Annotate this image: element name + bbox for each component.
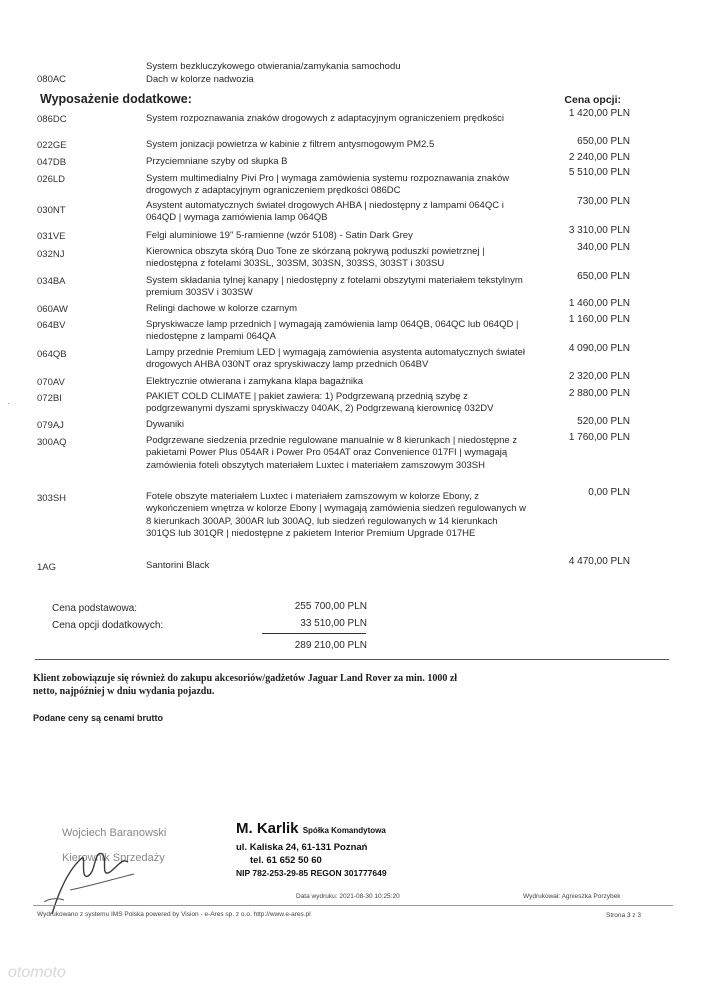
item-price: 2 240,00 PLN [568, 152, 630, 163]
item-code: 300AQ [37, 437, 67, 448]
item-desc: Dywaniki [146, 419, 185, 430]
page-number: Strona 3 z 3 [606, 912, 642, 919]
options-price-value: 33 510,00 PLN [300, 618, 367, 629]
stamp-company-name: M. Karlik [236, 820, 299, 837]
item-desc: Podgrzewane siedzenia przednie regulowane manualnie w 8 kierunkach | niedostępne z pakietami Power Plus 054AR i Power Pro 054AT oraz Convenience 017FI | wymagają zamówienia foteli obszytych materiałem Luxtec i materiałem zamszowym 303SH [146, 435, 518, 471]
price-header: Cena opcji: [564, 94, 621, 106]
signer-name: Wojciech Baranowski [62, 827, 167, 839]
item-desc: Santorini Black [146, 560, 210, 571]
item-code: 070AV [37, 377, 65, 388]
total-price-value: 289 210,00 PLN [294, 640, 367, 651]
item-code: 072BI [37, 393, 62, 404]
item-desc: System multimedialny Pivi Pro | wymaga zamówienia systemu rozpoznawania znaków drogowych z adaptacyjnym ograniczeniem prędkości 086DC [146, 173, 510, 197]
item-code: 303SH [37, 493, 67, 504]
item-desc: Felgi aluminiowe 19" 5-ramienne (wzór 5108) - Satin Dark Grey [146, 230, 413, 241]
item-price: 1 760,00 PLN [568, 432, 630, 443]
accessory-notice-line1: Klient zobowiązuje się również do zakupu akcesoriów/gadżetów Jaguar Land Rover za min. 1000 zł [33, 673, 458, 684]
item-desc: Przyciemniane szyby od słupka B [146, 156, 288, 167]
section-divider [35, 659, 669, 660]
item-desc: Spryskiwacze lamp przednich | wymagają zamówienia lamp 064QB, 064QC lub 064QD | niedostępne z lampami 064QA [146, 319, 519, 343]
item-code: 022GE [37, 140, 67, 151]
item-code: 031VE [37, 231, 66, 242]
stamp-company-type: Spółka Komandytowa [302, 826, 386, 835]
item-code: 032NJ [37, 249, 65, 260]
options-price-label: Cena opcji dodatkowych: [52, 620, 164, 631]
stamp-ids: NIP 782-253-29-85 REGON 301777649 [236, 868, 387, 878]
company-stamp [236, 820, 387, 880]
sum-divider [262, 633, 366, 634]
top-line-code-2: 080AC [37, 74, 67, 85]
item-price: 650,00 PLN [577, 271, 630, 282]
scan-mark: · [7, 398, 10, 408]
item-price: 650,00 PLN [577, 136, 630, 147]
item-desc: PAKIET COLD CLIMATE | pakiet zawiera: 1) Podgrzewaną przednią szybę z podgrzewanymi dyszami spryskiwaczy 040AK, 2) Podgrzewaną kierownicę 032DV [146, 391, 494, 415]
item-desc: Kierownica obszyta skórą Duo Tone ze skórzaną pokrywą poduszki powietrznej | niedostępna z fotelami 303SL, 303SM, 303SN, 303SS, 303ST i 303SU [146, 246, 485, 270]
signer-role: Kierownik Sprzedaży [62, 852, 165, 864]
item-code: 060AW [37, 304, 68, 315]
item-price: 5 510,00 PLN [568, 167, 630, 178]
item-price: 1 160,00 PLN [568, 314, 630, 325]
base-price-label: Cena podstawowa: [52, 603, 138, 614]
item-code: 064QB [37, 349, 67, 360]
gross-price-notice: Podane ceny są cenami brutto [33, 713, 164, 723]
item-desc: System rozpoznawania znaków drogowych z adaptacyjnym ograniczeniem prędkości [146, 113, 505, 124]
item-price: 730,00 PLN [577, 196, 630, 207]
item-desc: Fotele obszyte materiałem Luxtec i materiałem zamszowym w kolorze Ebony, z wykończeniem wnętrza w kolorze Ebony | wymagają zamówienia siedzeń regulowanych w 8 kierunkach 300AP, 300AR lub 300AQ, lub siedzeń regulowanych w 14 kierunkach 301QS lub 301QR | niedostępne z pakietem Interior Premium Upgrade 017HE [146, 491, 527, 539]
base-price-value: 255 700,00 PLN [294, 601, 367, 612]
stamp-phone: tel. 61 652 50 60 [250, 855, 322, 866]
item-price: 4 470,00 PLN [568, 556, 630, 567]
item-code: 030NT [37, 205, 66, 216]
item-price: 2 320,00 PLN [568, 371, 630, 382]
system-footer: Wydrukowano z systemu IMS Polska powered by Vision - e-Ares sp. z o.o. http://www.e-ares.pl [37, 911, 311, 918]
item-code: 079AJ [37, 420, 64, 431]
item-desc: Lampy przednie Premium LED | wymagają zamówienia asystenta automatycznych świateł drogowych AHBA 030NT oraz spryskiwaczy lamp przednich 064BV [146, 347, 525, 371]
item-price: 520,00 PLN [577, 416, 630, 427]
item-desc: Asystent automatycznych świateł drogowych AHBA | niedostępny z lampami 064QC i 064QD | wymaga zamówienia lamp 064QB [146, 200, 504, 224]
printed-by: Wydrukował: Agnieszka Porzybek [523, 893, 621, 900]
watermark: otomoto [8, 964, 66, 981]
section-title: Wyposażenie dodatkowe: [40, 92, 192, 106]
item-price: 4 090,00 PLN [568, 343, 630, 354]
stamp-address: ul. Kaliska 24, 61-131 Poznań [236, 842, 368, 853]
item-code: 064BV [37, 320, 66, 331]
item-price: 1 420,00 PLN [568, 108, 630, 119]
stamp-company [236, 820, 387, 837]
footer-divider [33, 905, 673, 906]
accessory-notice-line2: netto, najpóźniej w dniu wydania pojazdu. [33, 686, 215, 697]
item-price: 340,00 PLN [577, 242, 630, 253]
top-line-desc-2: Dach w kolorze nadwozia [146, 74, 254, 85]
item-price: 0,00 PLN [588, 487, 630, 498]
item-desc: Relingi dachowe w kolorze czarnym [146, 303, 298, 314]
item-code: 026LD [37, 174, 65, 185]
top-line-desc-1: System bezkluczykowego otwierania/zamykania samochodu [146, 61, 401, 72]
item-code: 034BA [37, 276, 66, 287]
item-desc: Elektrycznie otwierana i zamykana klapa bagażnika [146, 376, 364, 387]
item-price: 2 880,00 PLN [568, 388, 630, 399]
print-date: Data wydruku: 2021-08-30 10:25:20 [296, 893, 400, 900]
item-price: 1 460,00 PLN [568, 298, 630, 309]
item-desc: System jonizacji powietrza w kabinie z filtrem antysmogowym PM2.5 [146, 139, 435, 150]
item-code: 047DB [37, 157, 67, 168]
item-code: 1AG [37, 562, 57, 573]
item-code: 086DC [37, 114, 67, 125]
item-price: 3 310,00 PLN [568, 225, 630, 236]
item-desc: System składania tylnej kanapy | niedostępny z fotelami obszytymi materiałem tekstylnym premium 303SV i 303SW [146, 275, 523, 299]
